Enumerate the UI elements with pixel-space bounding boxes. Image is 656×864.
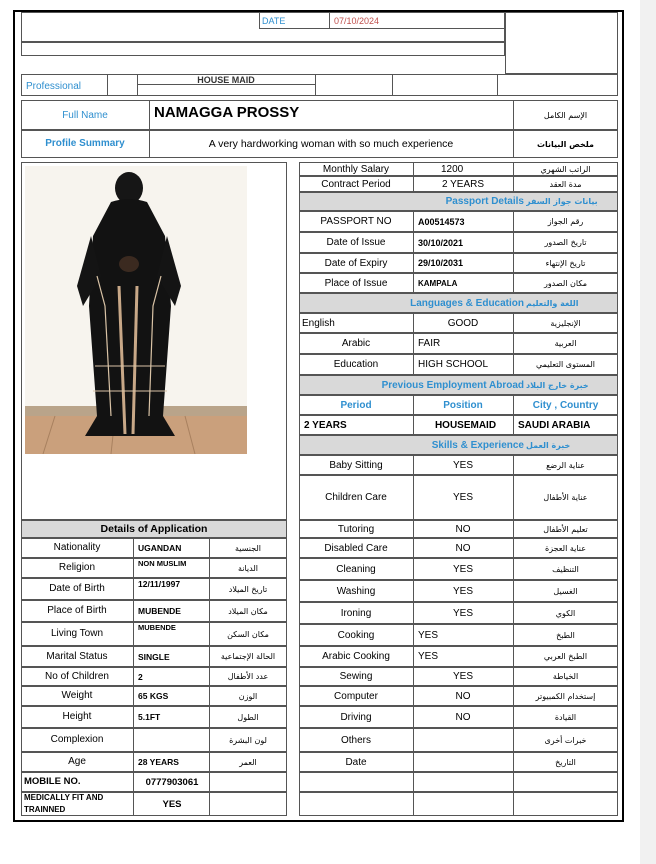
detail-value: 30/10/2021 [418,237,464,248]
application-value: MUBENDE [138,623,176,632]
header-corner-box [505,12,618,74]
scrollbar-track[interactable] [640,0,656,864]
detail-label: Sewing [339,671,373,682]
detail-label: Place of Issue [324,277,388,289]
detail-label: Others [340,734,371,746]
detail-value: YES [452,607,473,619]
detail-value: NO [455,542,471,554]
detail-value: NO [455,711,471,723]
summary-value: A very hardworking woman with so much experience [208,138,454,150]
detail-label: Date [345,756,367,768]
detail-value: YES [418,651,439,662]
detail-value: GOOD [447,317,479,329]
application-value [135,728,209,752]
detail-label: Children Care [325,492,387,503]
passport-section-label: Passport Details [445,196,524,207]
detail-value: FAIR [418,338,441,349]
detail-ar: إستخدام الكمبيوتر [535,691,596,701]
application-label: Weight [61,690,93,701]
detail-label: PASSPORT NO [320,216,392,227]
application-ar: لون البشرة [229,735,267,745]
employment-section-ar: خبرة خارج البلاد [526,380,589,390]
application-value: 0777903061 [145,776,199,788]
detail-value [413,728,513,752]
languages-section-label: Languages & Education [410,297,524,309]
detail-ar: العربية [554,339,577,348]
detail-ar: الإنجليزية [550,318,581,328]
position-title: HOUSE MAID [197,74,255,85]
application-value: 65 KGS [138,691,169,701]
detail-ar: المستوى التعليمي [535,360,596,369]
detail-value: YES [418,629,439,641]
application-ar: مكان الميلاد [228,606,268,616]
detail-label: Date of Issue [326,237,386,248]
application-label: MOBILE NO. [24,776,81,787]
detail-value: A00514573 [418,216,465,227]
detail-ar: الخياطة [552,672,579,681]
employment-value: SAUDI ARABIA [518,419,591,431]
detail-value: 2 YEARS [441,178,485,190]
detail-ar: تاريخ الصدور [544,238,587,247]
detail-ar: تاريخ الإنتهاء [545,258,586,268]
empty-row [299,772,618,792]
detail-value: YES [452,459,473,471]
application-label: Height [62,711,92,722]
detail-label: Cooking [337,629,375,641]
application-ar: الحالة الإجتماعية [220,652,276,661]
detail-label: Cleaning [336,563,376,575]
summary-label: Profile Summary [45,137,125,149]
employment-header: Period [340,399,372,411]
application-value: 28 YEARS [138,757,179,767]
application-label: Complexion [50,734,104,745]
cv-page [13,10,624,822]
passport-section-ar: بيانات جواز السفر [526,197,598,206]
application-ar [209,772,287,792]
detail-ar: التاريخ [555,757,576,767]
detail-ar: مدة العقد [549,179,582,189]
detail-ar: الطبخ العربي [543,652,588,661]
detail-ar: الراتب الشهري [540,164,591,174]
application-ar: العمر [239,757,257,767]
application-label: Nationality [53,542,101,553]
detail-ar: مكان الصدور [543,278,588,288]
application-value: 12/11/1997 [138,579,181,589]
detail-value: KAMPALA [418,278,458,288]
application-ar: تاريخ الميلاد [228,584,268,594]
detail-ar: رقم الجواز [547,217,584,226]
detail-value [413,752,513,772]
application-ar: الطول [237,712,259,722]
employment-header: Position [443,399,483,411]
detail-ar: عناية الرضع [546,460,585,470]
applicant-photo [25,166,247,454]
application-label: Living Town [50,628,104,639]
detail-ar: القيادة [554,712,577,722]
detail-ar: تعليم الأطفال [543,524,588,534]
detail-label: Ironing [340,607,372,619]
detail-ar: الكوي [555,608,576,618]
detail-label: Disabled Care [324,542,388,554]
category-row [21,74,618,96]
detail-value: NO [455,523,471,535]
detail-value: HIGH SCHOOL [418,359,489,370]
detail-value: 1200 [441,163,464,175]
detail-ar: خبرات أخرى [544,735,587,745]
employment-value: 2 YEARS [304,419,347,431]
application-value: UGANDAN [138,543,182,553]
application-ar: عدد الأطفال [227,672,269,681]
full-name-label: Full Name [62,109,108,121]
full-name-ar: الإسم الكامل [543,110,588,120]
date-label: DATE [262,16,286,26]
summary-ar: ملخص البيانات [536,139,594,149]
detail-ar: الغسيل [553,586,578,596]
application-label: MEDICALLY FIT AND TRAINNED [24,793,104,814]
empty-row [299,792,618,816]
detail-label: Contract Period [321,178,391,190]
application-ar: الجنسية [234,543,262,553]
employment-value: HOUSEMAID [434,419,497,431]
detail-label: Tutoring [337,523,375,535]
application-title: Details of Application [21,520,287,538]
detail-ar: الطبخ [556,630,575,640]
detail-label: Baby Sitting [329,459,383,471]
application-label: Age [68,756,86,767]
detail-value: YES [452,492,473,503]
application-label: No of Children [45,670,109,682]
detail-value: YES [452,585,473,597]
application-label: Marital Status [46,650,108,662]
detail-label: Monthly Salary [322,163,390,175]
detail-label: Arabic [341,338,371,349]
application-label: Place of Birth [47,605,107,616]
detail-ar: عناية العجزة [545,543,586,553]
application-label: Religion [58,562,96,573]
application-ar: مكان السكن [227,629,269,639]
languages-section-ar: اللغة والتعليم [526,298,579,308]
detail-label: Date of Expiry [324,257,388,269]
detail-label: Computer [334,690,378,702]
skills-section-label: Skills & Experience [431,439,524,451]
detail-label: English [302,317,335,329]
application-value: 5.1FT [138,712,161,722]
detail-label: Driving [340,711,372,723]
skills-section-ar: خبرة العمل [526,440,571,450]
application-value: MUBENDE [138,606,181,616]
application-label: Date of Birth [49,583,105,594]
application-value: NON MUSLIM [138,559,187,568]
employment-header: City , Country [532,399,599,411]
application-ar [209,792,287,816]
application-ar: الديانة [237,563,259,573]
application-value: SINGLE [138,651,170,662]
detail-value: YES [452,671,473,682]
detail-label: Washing [336,585,376,597]
application-value: YES [162,798,182,810]
application-value: 2 [138,671,143,682]
date-value: 07/10/2024 [334,16,380,26]
employment-section-label: Previous Employment Abroad [381,379,524,391]
detail-ar: التنظيف [552,564,579,574]
detail-label: Education [333,359,379,370]
detail-value: YES [452,563,473,575]
application-ar: الوزن [238,691,258,701]
detail-ar: عناية الأطفال [543,493,588,502]
detail-value: 29/10/2031 [418,258,464,268]
detail-value: NO [455,690,471,702]
detail-label: Arabic Cooking [322,651,390,662]
full-name-value: NAMAGGA PROSSY [154,103,300,121]
category-label: Professional [26,80,82,92]
header-row-empty [21,42,505,56]
